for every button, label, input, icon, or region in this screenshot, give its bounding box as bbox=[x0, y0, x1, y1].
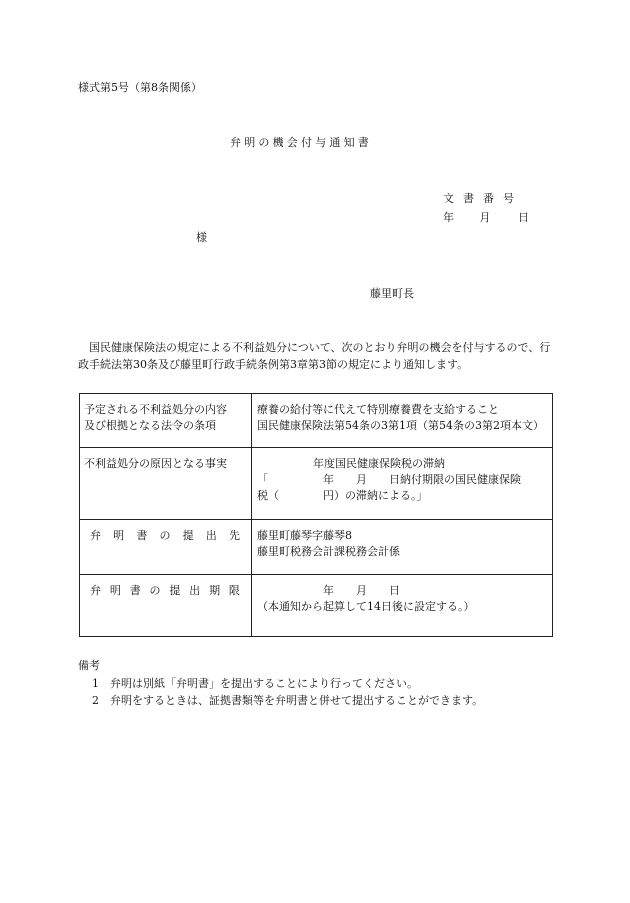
label-line: 不利益処分の原因となる事実 bbox=[84, 457, 227, 470]
table-row bbox=[80, 448, 553, 520]
note-number: 1 bbox=[92, 676, 99, 690]
label-line: 及び根拠となる法令の条項 bbox=[84, 418, 216, 432]
value-line: 税（ 円）の滞納による。」 bbox=[257, 488, 428, 502]
value-line: 藤里町藤琴字藤琴8 bbox=[257, 529, 352, 542]
value-line: （本通知から起算して14日後に設定する。） bbox=[257, 599, 475, 613]
body-text bbox=[78, 339, 552, 373]
document-title: 弁明の機会付与通知書 bbox=[230, 136, 372, 149]
date-day-label: 日 bbox=[518, 211, 529, 224]
label-line: 弁 明 書 の 提 出 先 bbox=[90, 529, 240, 542]
value-line: 年度国民健康保険税の滞納 bbox=[313, 457, 445, 470]
table-label-cell bbox=[80, 520, 252, 575]
note-text: 弁明をするときは、証拠書類等を弁明書と併せて提出することができます。 bbox=[110, 693, 484, 707]
value-line: 「 年 月 日納付期限の国民健康保険 bbox=[257, 472, 521, 486]
value-line: 療養の給付等に代えて特別療養費を支給すること bbox=[257, 403, 499, 416]
table-value-cell bbox=[252, 394, 553, 448]
sender-name: 藤里町長 bbox=[370, 287, 414, 300]
table-row bbox=[80, 575, 553, 637]
value-line: 年 月 日 bbox=[323, 584, 400, 597]
form-number: 様式第5号（第8条関係） bbox=[78, 81, 202, 94]
table-value-cell bbox=[252, 575, 553, 637]
note-number: 2 bbox=[92, 693, 99, 707]
note-item bbox=[78, 693, 483, 709]
notice-table bbox=[79, 393, 553, 637]
note-text: 弁明は別紙「弁明書」を提出することにより行ってください。 bbox=[110, 676, 418, 690]
body-paragraph: 国民健康保険法の規定による不利益処分について、次のとおり弁明の機会を付与するので、行政手続法第30条及び藤里町行政手続条例第3章第3節の規定により通知します。 bbox=[78, 341, 551, 372]
date-line bbox=[443, 210, 529, 226]
note-item bbox=[78, 676, 483, 692]
addressee-suffix: 様 bbox=[196, 231, 207, 244]
document-number-label: 文書番号 bbox=[443, 192, 523, 205]
table-label-cell bbox=[80, 448, 252, 520]
table-label-cell bbox=[80, 394, 252, 448]
table-value-cell bbox=[252, 520, 553, 575]
value-line: 藤里町税務会計課税務会計係 bbox=[257, 544, 400, 558]
table-row bbox=[80, 520, 553, 575]
table-label-cell bbox=[80, 575, 252, 637]
date-year-label: 年 bbox=[443, 211, 454, 224]
table-row bbox=[80, 394, 553, 448]
notes-title: 備考 bbox=[78, 659, 100, 672]
table-value-cell bbox=[252, 448, 553, 520]
date-month-label: 月 bbox=[479, 211, 491, 224]
notes-section bbox=[78, 658, 483, 710]
label-line: 予定される不利益処分の内容 bbox=[84, 403, 227, 416]
value-line: 国民健康保険法第54条の3第1項（第54条の3第2項本文） bbox=[257, 418, 544, 432]
label-line: 弁 明 書 の 提 出 期 限 bbox=[90, 584, 240, 597]
